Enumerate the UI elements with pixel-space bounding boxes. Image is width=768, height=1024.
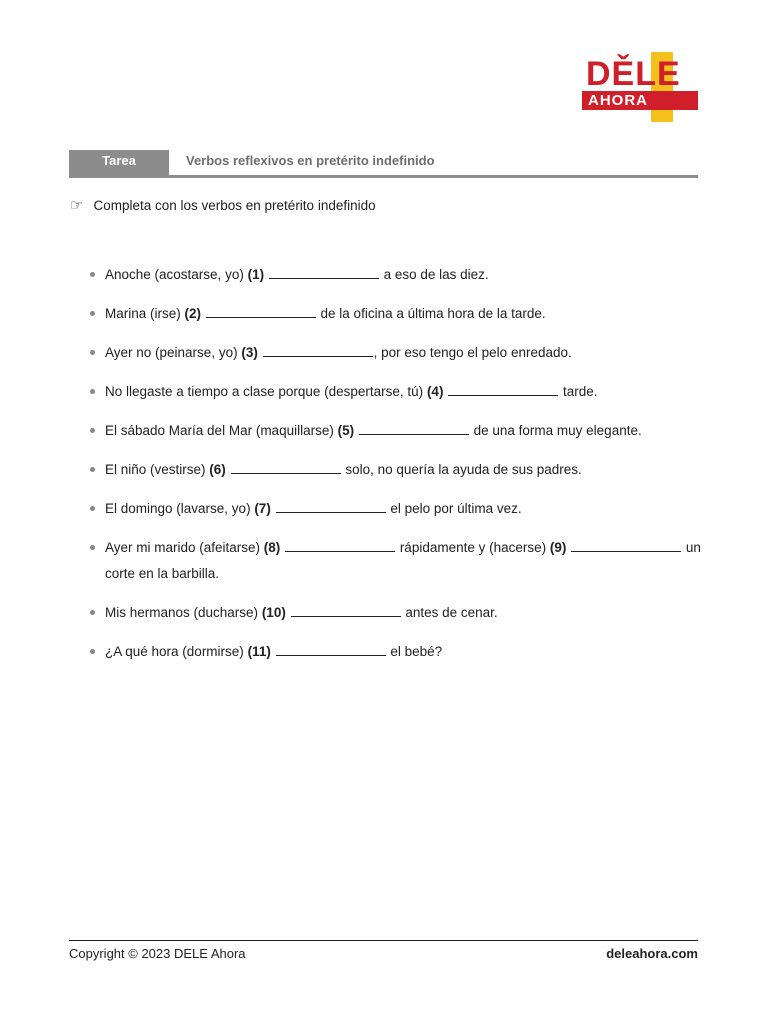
footer-copyright: Copyright © 2023 DELE Ahora: [69, 946, 246, 961]
footer-site-link[interactable]: deleahora.com: [606, 946, 698, 961]
answer-blank-6[interactable]: [231, 460, 341, 474]
answer-blank-1[interactable]: [269, 265, 379, 279]
item-number: (3): [241, 345, 258, 360]
task-title: Verbos reflexivos en pretérito indefinido: [186, 153, 435, 168]
answer-blank-11[interactable]: [276, 642, 386, 656]
exercise-item-8: Ayer mi marido (afeitarse) (8) rápidamente y (hacerse) (9) un corte en la barbilla.: [90, 535, 702, 587]
task-header-rule: [69, 175, 698, 178]
logo-word-dele: DĚLE: [586, 55, 681, 93]
item-number: (2): [184, 306, 202, 321]
pointing-hand-icon: ☞: [70, 196, 84, 214]
task-header: [69, 150, 698, 180]
item-number: (10): [261, 605, 286, 620]
exercise-item-9: Mis hermanos (ducharse) (10) antes de cenar.: [90, 600, 702, 626]
item-number: (5): [337, 423, 355, 438]
answer-blank-10[interactable]: [291, 603, 401, 617]
answer-blank-5[interactable]: [359, 421, 469, 435]
exercise-item-4: No llegaste a tiempo a clase porque (despertarse, tú) (4) tarde.: [90, 379, 702, 405]
footer-rule: [69, 940, 698, 941]
instruction: [70, 196, 376, 215]
item-number: (6): [209, 462, 226, 477]
exercise-item-6: El niño (vestirse) (6) solo, no quería la ayuda de sus padres.: [90, 457, 702, 483]
item-number: (7): [254, 501, 271, 516]
task-label: Tarea: [69, 150, 169, 176]
item-number: (11): [247, 644, 271, 659]
answer-blank-2[interactable]: [206, 304, 316, 318]
item-number: (8): [263, 540, 281, 555]
instruction-text: Completa con los verbos en pretérito indefinido: [93, 198, 376, 213]
dele-ahora-logo: [582, 52, 699, 122]
answer-blank-8[interactable]: [285, 538, 395, 552]
answer-blank-4[interactable]: [448, 382, 558, 396]
answer-blank-7[interactable]: [276, 499, 386, 513]
exercise-item-2: Marina (irse) (2) de la oficina a última hora de la tarde.: [90, 301, 702, 327]
exercise-item-10: ¿A qué hora (dormirse) (11) el bebé?: [90, 639, 702, 665]
answer-blank-3[interactable]: [263, 343, 373, 357]
exercise-item-1: Anoche (acostarse, yo) (1) a eso de las diez.: [90, 262, 702, 288]
exercise-item-3: Ayer no (peinarse, yo) (3) , por eso tengo el pelo enredado.: [90, 340, 702, 366]
item-number: (1): [247, 267, 265, 282]
answer-blank-9[interactable]: [571, 538, 681, 552]
item-number: (9): [549, 540, 567, 555]
exercise-list: [90, 262, 702, 678]
exercise-item-5: El sábado María del Mar (maquillarse) (5) de una forma muy elegante.: [90, 418, 702, 444]
exercise-item-7: El domingo (lavarse, yo) (7) el pelo por última vez.: [90, 496, 702, 522]
item-number: (4): [426, 384, 444, 399]
logo-word-ahora: AHORA: [588, 92, 648, 109]
